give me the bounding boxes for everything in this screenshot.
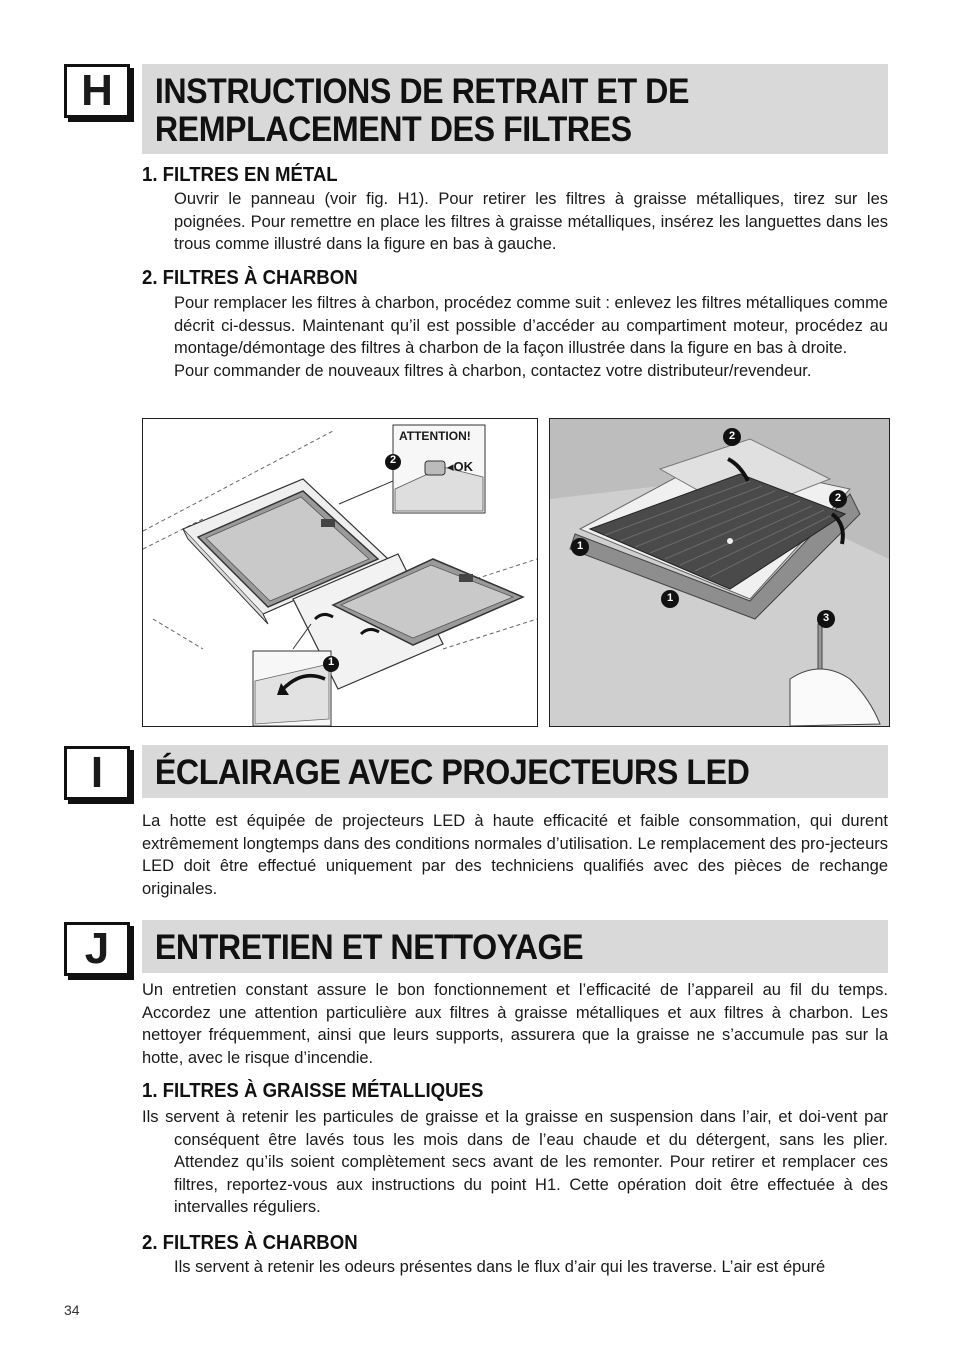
step-2-badge: 2 (389, 454, 397, 466)
section-h-sub1-paragraph: Ouvrir le panneau (voir fig. H1). Pour retirer les filtres à graisse métalliques, tirez sur les poignées. Pour remettre en place les filtres à graisse métalliques, insérez les languettes dans les trous comme illustré dans la figure en bas à gauche. (174, 190, 888, 254)
charcoal-filters-illustration (550, 419, 889, 726)
section-i-paragraph: La hotte est équipée de projecteurs LED à haute efficacité et faible consommation, qui durent extrêmement longtemps dans des conditions normales d’utilisation. Le remplacement des pro-jecteurs LED doit être effectué uniquement par des techniciens qualifiés avec des pièces de rechange originales. (142, 812, 888, 898)
section-h-title-line2: REMPLACEMENT DES FILTRES (154, 110, 632, 149)
section-j-sub2-title: 2. FILTRES À CHARBON (142, 1232, 358, 1254)
section-j-sub2-text (174, 1256, 888, 1279)
section-h-sub1-text (174, 188, 888, 256)
section-i-letter-text: I (90, 748, 104, 797)
section-h-letter (64, 64, 130, 118)
section-j-sub2-paragraph: Ils servent à retenir les odeurs présentes dans le flux d’air qui les traverse. L’air est épuré (174, 1258, 826, 1276)
step-1b-badge: 1 (666, 592, 674, 604)
section-h-sub2-paragraph2: Pour commander de nouveaux filtres à charbon, contactez votre distributeur/revendeur. (174, 361, 812, 380)
section-j-sub1-text (142, 1106, 888, 1219)
section-h-sub2-text (174, 292, 888, 382)
section-j-letter-text: J (84, 924, 110, 973)
section-j-title: ENTRETIEN ET NETTOYAGE (154, 928, 584, 967)
section-i-letter (64, 746, 130, 800)
section-j-sub1-title: 1. FILTRES À GRAISSE MÉTALLIQUES (142, 1080, 484, 1102)
section-h-sub2-paragraph1: Pour remplacer les filtres à charbon, procédez comme suit : enlevez les filtres métalliques comme décrit ci-dessus. Maintenant qu’il est possible d’accéder au compartiment moteur, procédez au montage/démontage des filtres à charbon de la façon illustrée dans la figure en bas à droite. (174, 294, 888, 358)
step-2b-badge: 2 (834, 492, 842, 504)
attention-label: ATTENTION! (399, 429, 471, 443)
section-h-title-bar (142, 64, 888, 154)
figure-metal-filters (142, 418, 538, 727)
section-j-letter (64, 922, 130, 976)
step-3-badge: 3 (822, 612, 830, 624)
section-j-intro-paragraph: Un entretien constant assure le bon fonctionnement et l’efficacité de l’appareil au fil du temps. Accordez une attention particulière aux filtres à graisse métalliques et aux filtres à charbon. Les nettoyer fréquemment, ainsi que leurs supports, assurera que la graisse ne s’accumule pas sur la hotte, avec le risque d’incendie. (142, 981, 888, 1067)
ok-label: ◂OK (447, 459, 474, 474)
section-h-sub1-title: 1. FILTRES EN MÉTAL (142, 164, 338, 186)
section-i-title-bar (142, 745, 888, 798)
section-h-title (142, 64, 828, 149)
step-1-badge: 1 (327, 656, 335, 668)
section-h-sub2-title: 2. FILTRES À CHARBON (142, 267, 358, 289)
section-i-title: ÉCLAIRAGE AVEC PROJECTEURS LED (154, 753, 750, 792)
section-h-letter-text: H (81, 66, 113, 115)
figure-charcoal-filters (549, 418, 890, 727)
section-j-intro (142, 979, 888, 1069)
section-j-sub1-paragraph: Ils servent à retenir les particules de graisse et la graisse en suspension dans l’air, et doi-vent par conséquent être lavés tous les mois dans de l’eau chaude et du détergent, sans les plier. Attendez qu’ils soient complètement secs avant de les remonter. Pour retirer et remplacer ces filtres, reportez-vous aux instructions du point H1. Cette opération doit être effectuée à des intervalles réguliers. (142, 1108, 888, 1217)
section-i-text (142, 810, 888, 900)
step-1a-badge: 1 (576, 540, 584, 552)
section-j-title-bar (142, 920, 888, 973)
section-h-title-line1: INSTRUCTIONS DE RETRAIT ET DE (154, 72, 689, 111)
step-2a-badge: 2 (728, 430, 736, 442)
metal-filters-illustration (143, 419, 537, 726)
page-number: 34 (64, 1302, 80, 1318)
